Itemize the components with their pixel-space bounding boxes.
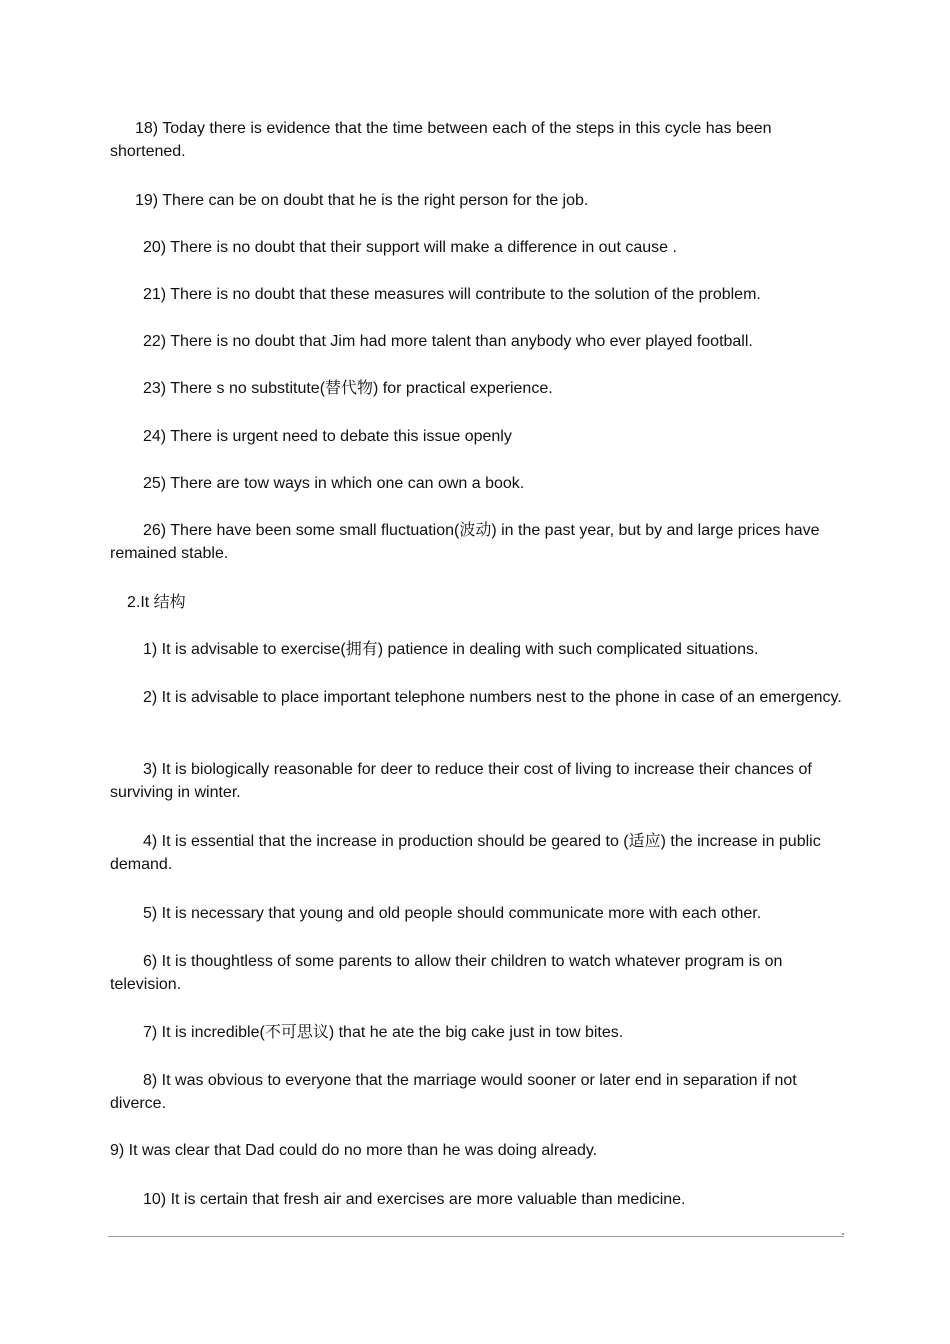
paragraph-item-25: 25) There are tow ways in which one can own a book. <box>143 475 525 492</box>
footer-divider <box>108 1236 844 1237</box>
paragraph-item-it-9: 9) It was clear that Dad could do no more than he was doing already. <box>110 1142 598 1159</box>
paragraph-item-it-2: 2) It is advisable to place important telephone numbers nest to the phone in case of an emergency. <box>143 689 842 706</box>
paragraph-item-it-10: 10) It is certain that fresh air and exercises are more valuable than medicine. <box>143 1191 686 1208</box>
paragraph-item-it-3: 3) It is biologically reasonable for deer to reduce their cost of living to increase their chances of surviving in winter. <box>110 761 812 801</box>
paragraph-item-21: 21) There is no doubt that these measures will contribute to the solution of the problem. <box>143 286 761 303</box>
paragraph-item-it-6: 6) It is thoughtless of some parents to allow their children to watch whatever program is on television. <box>110 953 783 993</box>
paragraph-item-it-1: 1) It is advisable to exercise(拥有) patience in dealing with such complicated situations. <box>143 641 759 658</box>
paragraph-item-20: 20) There is no doubt that their support will make a difference in out cause . <box>143 239 677 256</box>
paragraph-item-it-5: 5) It is necessary that young and old people should communicate more with each other. <box>143 905 762 922</box>
paragraph-item-it-4: 4) It is essential that the increase in production should be geared to (适应) the increase in public demand. <box>110 833 821 873</box>
footer-corner-mark <box>842 1233 844 1235</box>
paragraph-item-23: 23) There s no substitute(替代物) for practical experience. <box>143 380 553 397</box>
paragraph-item-19: 19) There can be on doubt that he is the right person for the job. <box>135 192 589 209</box>
paragraph-item-it-7: 7) It is incredible(不可思议) that he ate the big cake just in tow bites. <box>143 1024 624 1041</box>
paragraph-item-18: 18) Today there is evidence that the time between each of the steps in this cycle has been shortened. <box>110 120 772 160</box>
paragraph-item-26: 26) There have been some small fluctuation(波动) in the past year, but by and large prices have remained stable. <box>110 522 820 562</box>
section-heading-it-structure: 2.It 结构 <box>127 594 186 611</box>
paragraph-item-it-8: 8) It was obvious to everyone that the marriage would sooner or later end in separation if not diverce. <box>110 1072 797 1112</box>
paragraph-item-24: 24) There is urgent need to debate this issue openly <box>143 428 512 445</box>
paragraph-item-22: 22) There is no doubt that Jim had more talent than anybody who ever played football. <box>143 333 753 350</box>
